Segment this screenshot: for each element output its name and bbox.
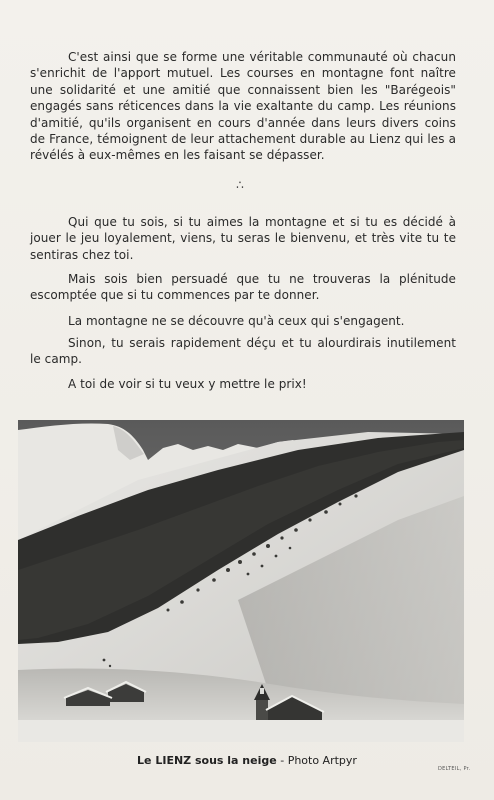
caption-credit: Photo Artpyr	[287, 754, 357, 767]
printer-mark: DELTEIL, Pr.	[438, 766, 471, 772]
paragraph-text: C'est ainsi que se forme une véritable communauté où chacun s'enrichit de l'apport mutuel. Les courses en montagne font naître une solidarité et une amitié que connaissent bien les "Barégeois" engagés sans réticences dans la vie exaltante du camp. Les réunions d'amitié, qu'ils organisent en cours d'année dans leurs divers coins de France, témoignent de leur attachement durable au Lienz qui les a révélés à eux-mêmes en les faisant se dépasser.	[30, 50, 456, 163]
caption-dash: -	[276, 754, 288, 767]
paragraph-text: Mais sois bien persuadé que tu ne trouveras la plénitude escomptée que si tu commences par te donner.	[30, 272, 456, 303]
snow-landscape-photo	[18, 420, 464, 742]
paragraph-price	[30, 376, 456, 392]
photo-caption	[0, 754, 494, 767]
paragraph-otherwise	[30, 335, 456, 368]
paragraph-text: Qui que tu sois, si tu aimes la montagne et si tu es décidé à jouer le jeu loyalement, viens, tu seras le bienvenu, et très vite tu te sentiras chez toi.	[30, 215, 456, 262]
caption-title: Le LIENZ sous la neige	[137, 754, 277, 767]
paragraph-text: Sinon, tu serais rapidement déçu et tu alourdirais inutilement le camp.	[30, 336, 456, 367]
paragraph-persuaded	[30, 271, 456, 304]
separator-dots: ∴	[236, 178, 244, 192]
paragraph-welcome	[30, 214, 456, 263]
paragraph-mountain	[30, 313, 456, 329]
paragraph-text: A toi de voir si tu veux y mettre le prix!	[68, 377, 307, 391]
paragraph-text: La montagne ne se découvre qu'à ceux qui s'engagent.	[68, 314, 405, 328]
paragraph-community	[30, 49, 456, 164]
